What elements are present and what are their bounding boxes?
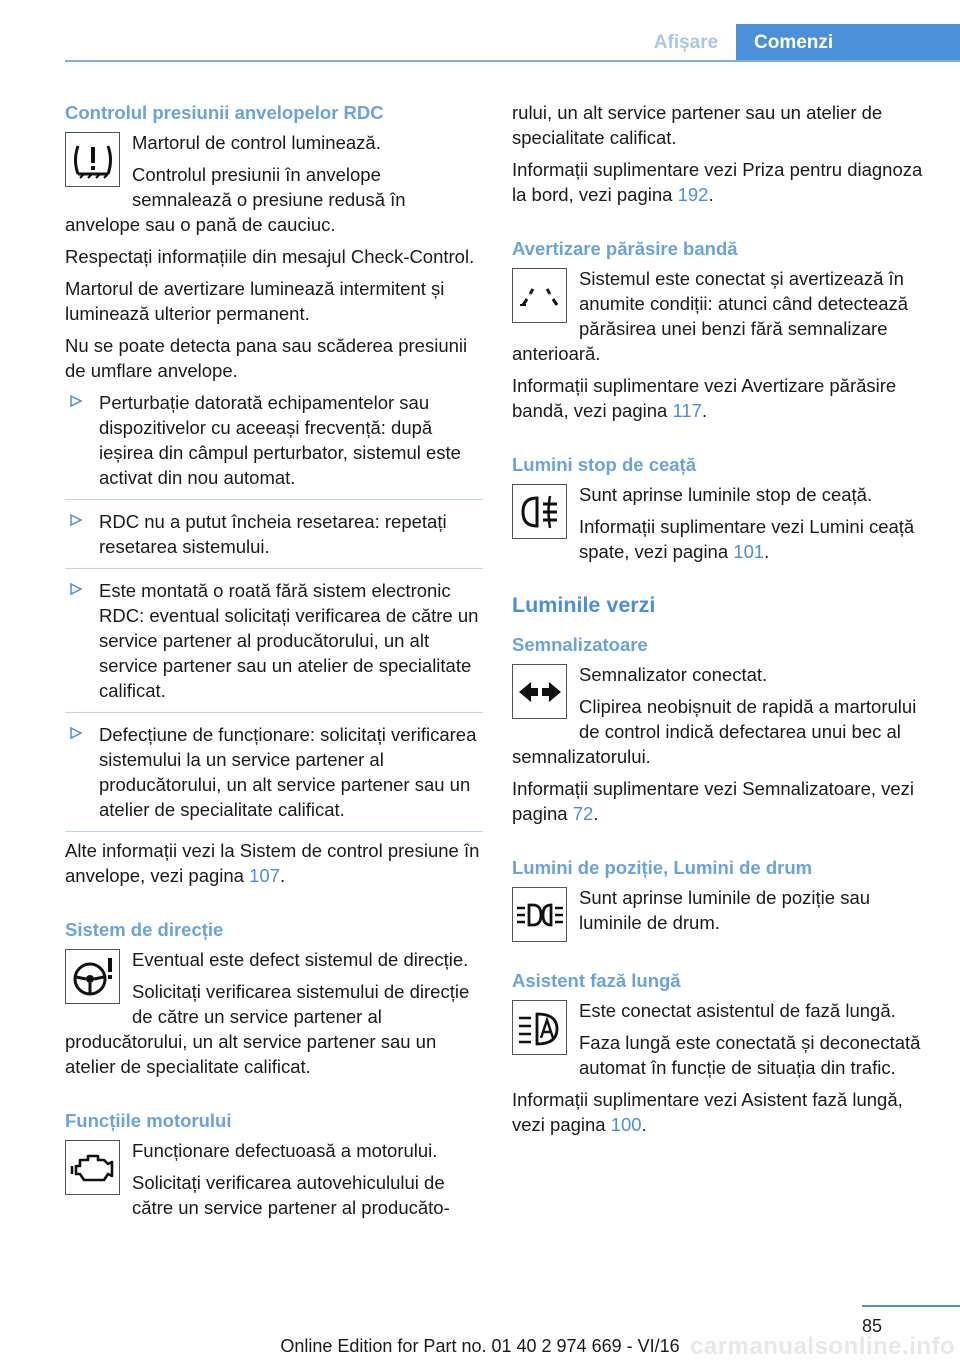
list-item <box>65 578 483 713</box>
triangle-bullet-icon <box>69 726 83 740</box>
edition-footer: Online Edition for Part no. 01 40 2 974 669 - VI/16 <box>280 1336 680 1356</box>
bullet-text: Defecțiune de funcționare: solicitați verificarea sistemului la un service partener al producătorului, un alt service partener sau un atelier de specialitate calificat. <box>99 724 477 820</box>
fog-heading: Lumini stop de ceață <box>512 454 697 475</box>
engine-heading: Funcțiile motorului <box>65 1110 232 1131</box>
lane-p1: Sistemul este conectat și avertizează în anumite condiții: atunci când detectează părăsirea unei benzi fără semnalizare anterioară. <box>512 268 909 364</box>
tab-afisare[interactable]: Afișare <box>653 32 719 53</box>
fog-p2: Informații suplimentare vezi Lumini ceață spate, vezi pagina 101. <box>579 516 915 562</box>
position-p1: Sunt aprinse luminile de poziție sau luminile de drum. <box>579 887 871 933</box>
steering-heading: Sistem de direcție <box>65 919 224 940</box>
page-number: 85 <box>862 1316 883 1336</box>
highbeam-heading: Asistent fază lungă <box>512 970 681 991</box>
highbeam-block <box>512 998 930 1087</box>
green-lights-heading: Luminile verzi <box>512 593 656 617</box>
rdc-p5: Nu se poate detecta pana sau scăderea presiunii de umflare anvelope. <box>65 335 468 381</box>
lane-block <box>512 266 930 373</box>
turn-p1: Semnalizator conectat. <box>579 664 768 685</box>
page-link-72[interactable]: 72 <box>572 803 594 824</box>
page-link-117[interactable]: 117 <box>672 400 702 421</box>
fog-block <box>512 482 930 571</box>
turn-p3: Informații suplimentare vezi Semnalizatoare, vezi pagina 72. <box>512 778 915 824</box>
high-beam-assistant-icon <box>512 1000 567 1055</box>
page-link-107[interactable]: 107 <box>249 865 280 886</box>
rdc-p6: Alte informații vezi la Sistem de control presiune în anvelope, vezi pagina 107. <box>65 840 480 886</box>
turn-signal-icon <box>512 664 567 719</box>
turn-p3-text: Informații suplimentare vezi Semnalizatoare, vezi pagina <box>512 778 915 824</box>
rear-fog-light-icon <box>512 484 567 539</box>
rdc-p2: Controlul presiunii în anvelope semnalează o presiune redusă în anvelope sau o pană de cauciuc. <box>65 164 406 235</box>
steering-p1: Eventual este defect sistemul de direcție. <box>132 949 469 970</box>
turn-heading: Semnalizatoare <box>512 634 648 655</box>
highbeam-p2: Faza lungă este conectată și deconectată automat în funcție de situația din trafic. <box>579 1032 921 1078</box>
fog-p2-text: Informații suplimentare vezi Lumini ceață spate, vezi pagina <box>579 516 915 562</box>
list-item <box>65 390 483 500</box>
bullet-text: Este montată o roată fără sistem electronic RDC: eventual solicitați verificarea de către un service partener al producătorului, un alt service partener sau un atelier de specialitate calificat. <box>99 580 479 701</box>
right-column <box>512 100 930 1144</box>
list-item <box>65 509 483 569</box>
list-item <box>65 722 483 832</box>
rdc-bullet-list <box>65 390 483 832</box>
bullet-text: Perturbație datorată echipamentelor sau dispozitivelor cu aceeași frecvență: după ieșirea din câmpul perturbator, sistemul este activat din nou automat. <box>99 392 461 488</box>
cont-p1: rului, un alt service partener sau un atelier de specialitate calificat. <box>512 102 883 148</box>
engine-p2: Solicitați verificarea autovehiculului de către un service partener al producăto- <box>132 1172 450 1218</box>
cont-p2: Informații suplimentare vezi Priza pentru diagnoza la bord, vezi pagina 192. <box>512 159 923 205</box>
rdc-p3: Respectați informațiile din mesajul Check-Control. <box>65 246 475 267</box>
lane-heading: Avertizare părăsire bandă <box>512 238 738 259</box>
steering-wheel-warning-icon <box>65 949 120 1004</box>
highbeam-p1: Este conectat asistentul de fază lungă. <box>579 1000 896 1021</box>
highbeam-p3-text: Informații suplimentare vezi Asistent fază lungă, vezi pagina <box>512 1089 903 1135</box>
triangle-bullet-icon <box>69 582 83 596</box>
fog-p1: Sunt aprinse luminile stop de ceață. <box>579 484 873 505</box>
lane-p2: Informații suplimentare vezi Avertizare părăsire bandă, vezi pagina 117. <box>512 375 897 421</box>
steering-block <box>65 947 483 1086</box>
turn-block <box>512 662 930 776</box>
rdc-p6-text: Alte informații vezi la Sistem de control presiune în anvelope, vezi pagina <box>65 840 480 886</box>
position-block <box>512 885 930 946</box>
steering-p2: Solicitați verificarea sistemului de direcție de către un service partener al producătorului, un alt service partener sau un atelier de specialitate calificat. <box>65 981 470 1077</box>
tire-pressure-warning-icon <box>65 132 120 187</box>
position-heading: Lumini de poziție, Lumini de drum <box>512 857 813 878</box>
page-link-192[interactable]: 192 <box>677 184 709 205</box>
highbeam-p3: Informații suplimentare vezi Asistent fază lungă, vezi pagina 100. <box>512 1089 903 1135</box>
engine-p1: Funcționare defectuoasă a motorului. <box>132 1140 438 1161</box>
rdc-p1: Martorul de control luminează. <box>132 132 381 153</box>
triangle-bullet-icon <box>69 513 83 527</box>
parking-light-icon <box>512 887 567 942</box>
lane-departure-icon <box>512 268 567 323</box>
cont-p2-text: Informații suplimentare vezi Priza pentru diagnoza la bord, vezi pagina <box>512 159 923 205</box>
left-column <box>65 100 483 1227</box>
tab-comenzi[interactable]: Comenzi <box>736 24 960 62</box>
watermark: carmanualsonline.info <box>690 1333 956 1360</box>
engine-block <box>65 1138 483 1227</box>
engine-check-icon <box>65 1140 120 1195</box>
rdc-block <box>65 130 483 244</box>
turn-p2: Clipirea neobișnuit de rapidă a martorului de control indică defectarea unui bec al semnalizatorului. <box>512 696 917 767</box>
footer-rule <box>862 1305 960 1307</box>
rdc-heading: Controlul presiunii anvelopelor RDC <box>65 102 384 123</box>
page-link-101[interactable]: 101 <box>733 541 765 562</box>
header-rule <box>65 60 960 62</box>
triangle-bullet-icon <box>69 394 83 408</box>
bullet-text: RDC nu a putut încheia resetarea: repetați resetarea sistemului. <box>99 511 447 557</box>
rdc-p4: Martorul de avertizare luminează intermitent și luminează ulterior permanent. <box>65 278 445 324</box>
page-link-100[interactable]: 100 <box>610 1114 642 1135</box>
lane-p2-text: Informații suplimentare vezi Avertizare părăsire bandă, vezi pagina <box>512 375 897 421</box>
